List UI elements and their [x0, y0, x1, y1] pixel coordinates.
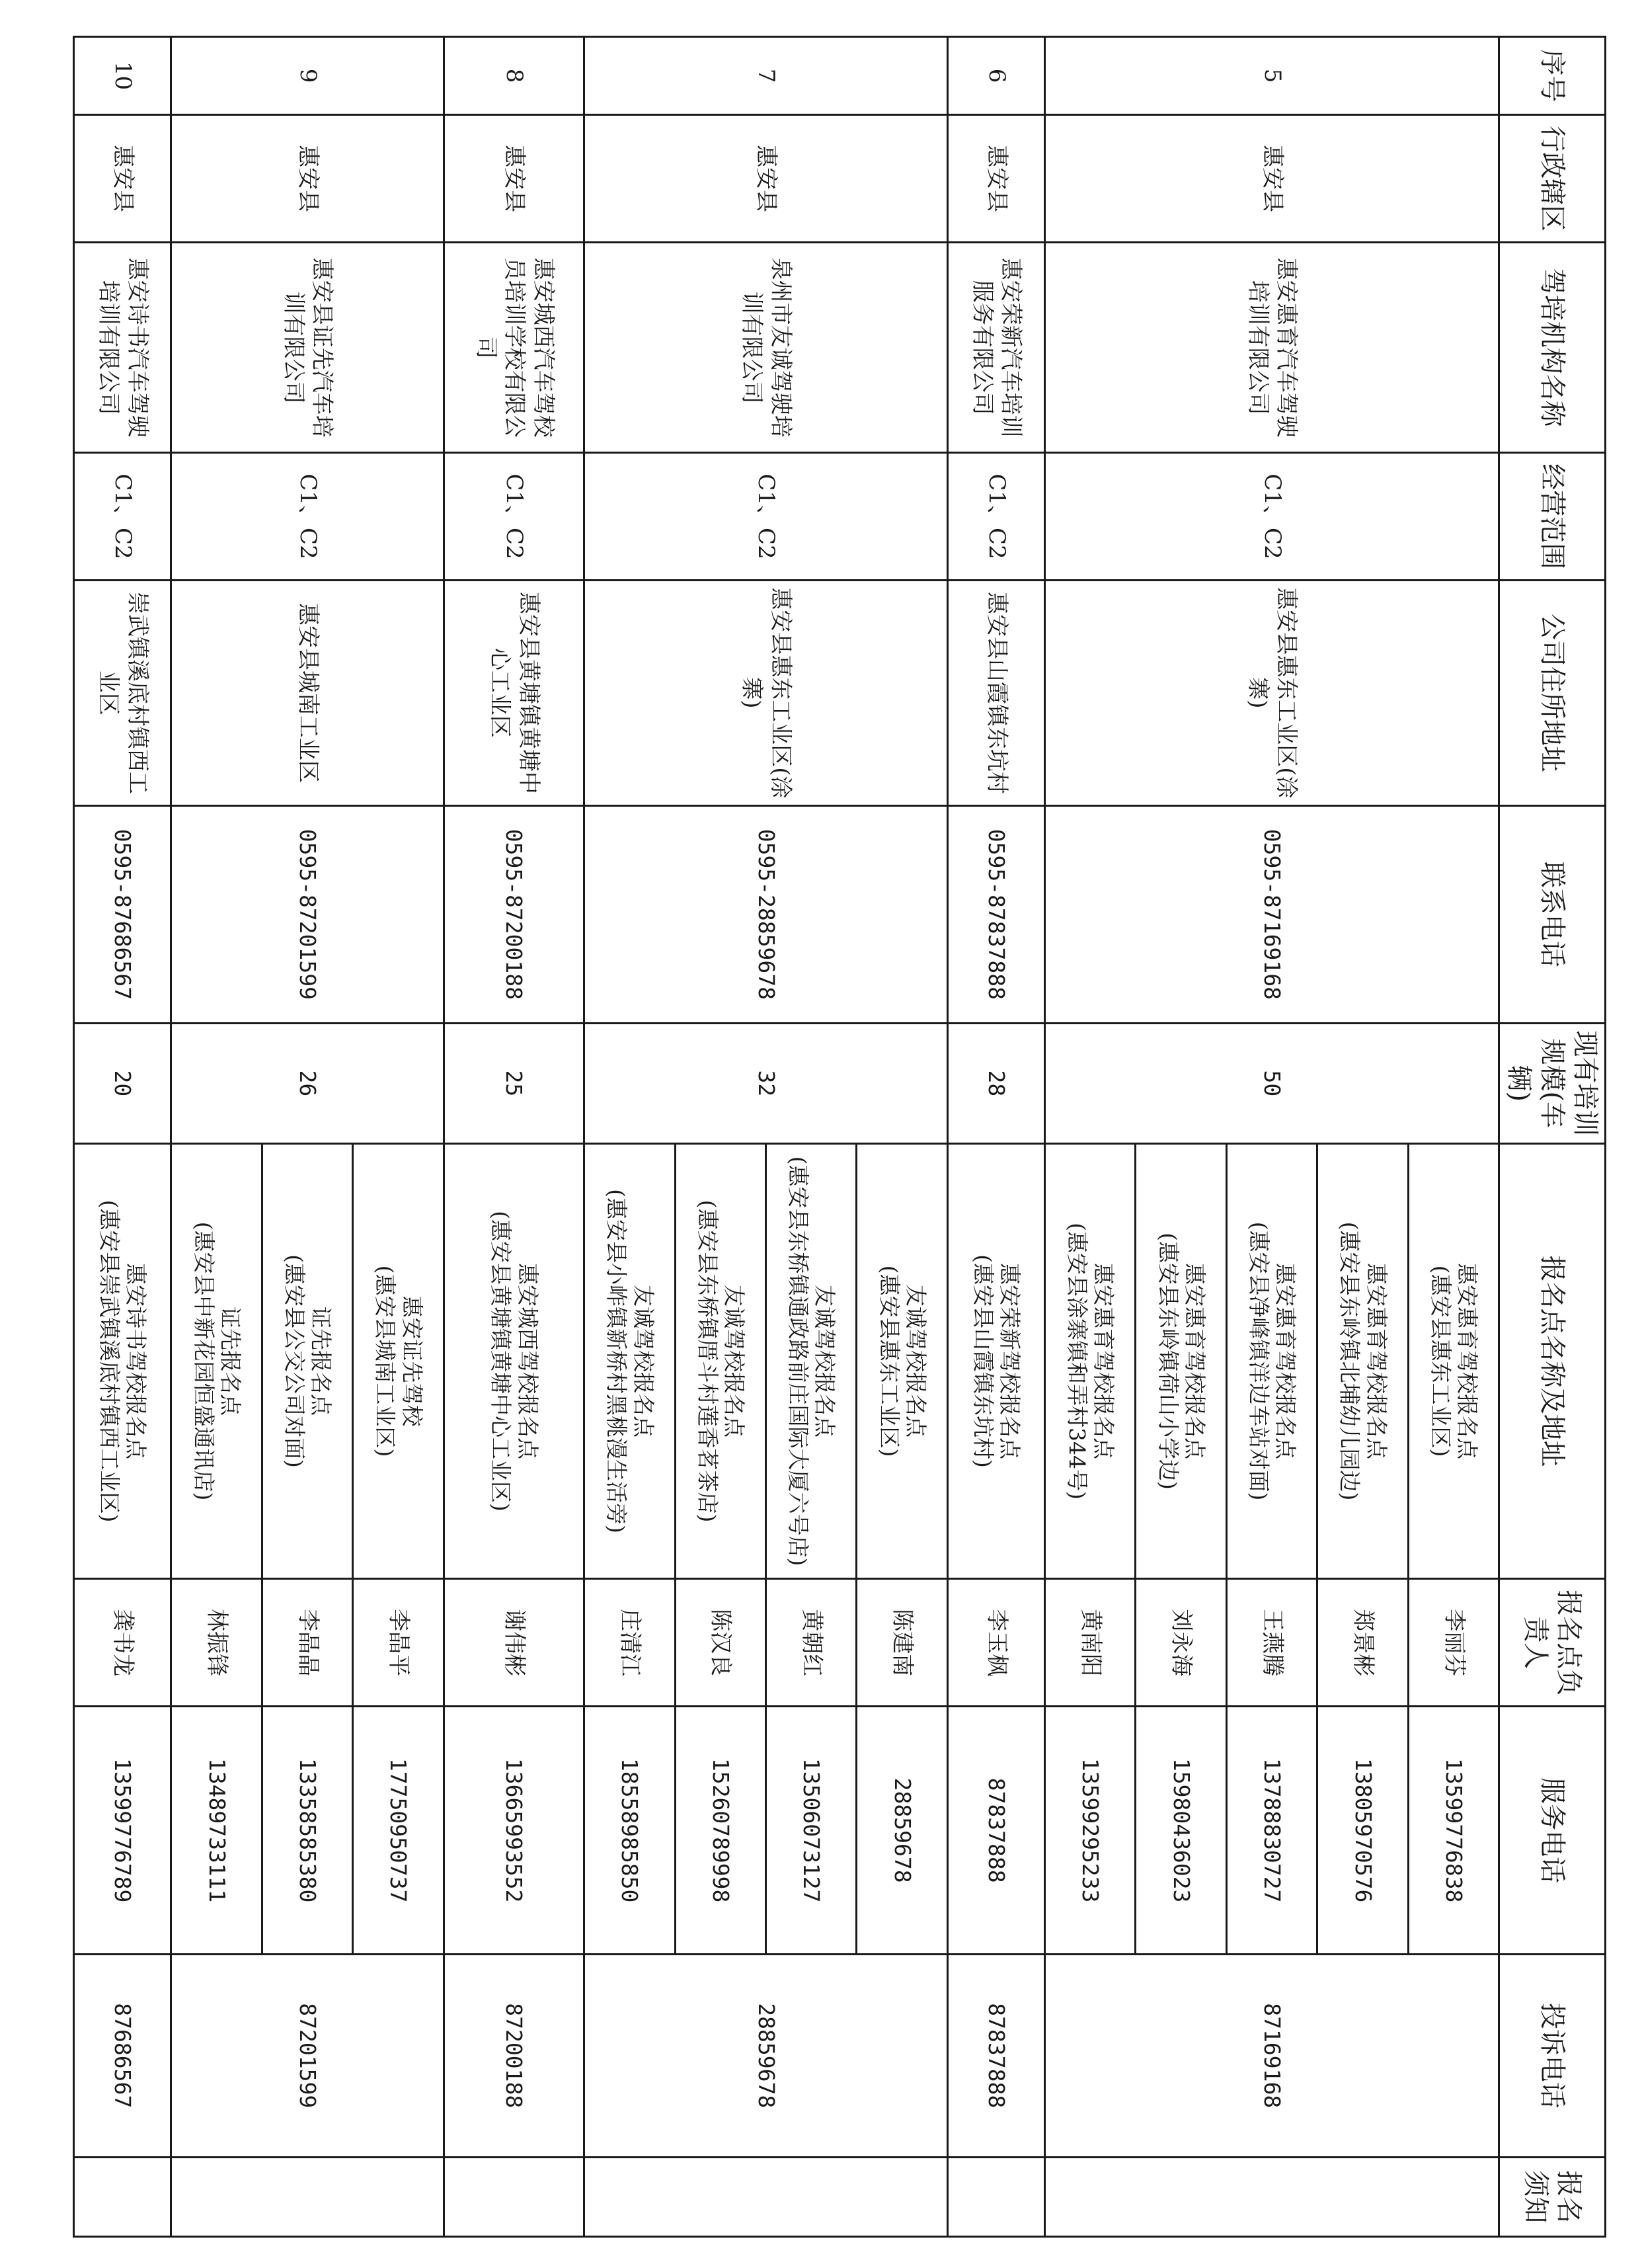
address-cell: 惠安县惠东工业区(涂寨): [1044, 581, 1499, 806]
seq-cell: 5: [1044, 37, 1499, 115]
site-address: (惠安县惠东工业区): [1427, 1265, 1454, 1457]
service-phone-cell: 87837888: [947, 1707, 1044, 1955]
service-phone-cell: 13358585380: [262, 1707, 352, 1955]
header-phone: 联系电话: [1499, 805, 1606, 1023]
manager-cell: 李丽芬: [1408, 1579, 1499, 1707]
site-cell: [947, 1143, 1044, 1579]
header-site: 报名点名称及地址: [1499, 1143, 1606, 1579]
org-name-cell: 惠安城西汽车驾校员培训学校有限公司: [444, 243, 584, 453]
complaint-phone-cell: 87201599: [171, 1954, 444, 2157]
header-row: [1499, 37, 1606, 2237]
scope-cell: C1、C2: [444, 453, 584, 581]
complaint-phone-cell: 87169168: [1044, 1954, 1499, 2157]
site-address: (惠安县山霞镇东坑村): [970, 1254, 996, 1468]
complaint-phone-cell: 87837888: [947, 1954, 1044, 2157]
manager-cell: 王燕腾: [1226, 1579, 1317, 1707]
header-notice: 报名须知: [1499, 2157, 1606, 2236]
site-name: 惠安惠育驾校报名点: [1272, 1262, 1299, 1459]
scope-cell: C1、C2: [947, 453, 1044, 581]
district-cell: 惠安县: [444, 115, 584, 243]
header-seq: 序号: [1499, 37, 1606, 115]
site-cell: [765, 1143, 856, 1579]
site-address: (惠安县东岭镇北埔幼儿园边): [1337, 1221, 1363, 1501]
site-name: 证先报名点: [308, 1306, 334, 1416]
service-phone-cell: 13506073127: [765, 1707, 856, 1955]
manager-cell: 林振锋: [171, 1579, 262, 1707]
table-row: [353, 37, 444, 2237]
site-address: (惠安县小岞镇新桥村黑桃漫生活旁): [604, 1189, 630, 1533]
header-manager: 报名点负责人: [1499, 1579, 1606, 1707]
scope-cell: C1、C2: [171, 453, 444, 581]
phone-cell: 0595-87686567: [74, 805, 171, 1023]
site-name: 友诚驾校报名点: [812, 1284, 838, 1438]
manager-cell: 李晶平: [353, 1579, 444, 1707]
phone-cell: 0595-87169168: [1044, 805, 1499, 1023]
phone-cell: 0595-87200188: [444, 805, 584, 1023]
seq-cell: 8: [444, 37, 584, 115]
scope-cell: C1、C2: [1044, 453, 1499, 581]
phone-cell: 0595-87837888: [947, 805, 1044, 1023]
site-address: (惠安县东桥镇厝斗村莲香茗茶店): [694, 1199, 721, 1523]
site-address: (惠安县东岭镇荷山小学边): [1155, 1233, 1181, 1490]
notice-cell: [171, 2157, 444, 2236]
org-name-cell: 泉州市友诚驾驶培训有限公司: [584, 243, 948, 453]
district-cell: 惠安县: [171, 115, 444, 243]
service-phone-cell: 13599776838: [1408, 1707, 1499, 1955]
manager-cell: 黄南阳: [1044, 1579, 1135, 1707]
site-cell: [262, 1143, 352, 1579]
service-phone-cell: 28859678: [857, 1707, 947, 1955]
site-cell: [1044, 1143, 1135, 1579]
site-name: 惠安证先驾校: [399, 1295, 425, 1427]
scale-cell: 28: [947, 1024, 1044, 1144]
service-phone-cell: 13599776789: [74, 1707, 171, 1955]
table-row: [74, 37, 171, 2237]
phone-cell: 0595-87201599: [171, 805, 444, 1023]
site-name: 惠安惠育驾校报名点: [1363, 1262, 1389, 1459]
site-name: 友诚驾校报名点: [902, 1284, 929, 1438]
manager-cell: 黄朝红: [765, 1579, 856, 1707]
driving-school-table: [73, 36, 1606, 2238]
scale-cell: 32: [584, 1024, 948, 1144]
service-phone-cell: 13665993552: [444, 1707, 584, 1955]
site-cell: [1226, 1143, 1317, 1579]
complaint-phone-cell: 87686567: [74, 1954, 171, 2157]
complaint-phone-cell: 28859678: [584, 1954, 948, 2157]
site-name: 惠安惠育驾校报名点: [1454, 1262, 1481, 1459]
site-name: 惠安惠育驾校报名点: [1181, 1262, 1208, 1459]
seq-cell: 10: [74, 37, 171, 115]
complaint-phone-cell: 87200188: [444, 1954, 584, 2157]
site-name: 惠安诗书驾校报名点: [123, 1262, 149, 1459]
site-address: (惠安县黄塘镇黄塘中心工业区): [488, 1211, 514, 1512]
site-address: (惠安县涂寨镇和弄村344号): [1064, 1223, 1091, 1500]
site-cell: [1136, 1143, 1226, 1579]
org-name-cell: 惠安荣新汽车培训服务有限公司: [947, 243, 1044, 453]
rotated-document-page: [73, 36, 1606, 2238]
phone-cell: 0595-28859678: [584, 805, 948, 1023]
scope-cell: C1、C2: [74, 453, 171, 581]
scale-cell: 50: [1044, 1024, 1499, 1144]
service-phone-cell: 18558985850: [584, 1707, 675, 1955]
header-org: 驾培机构名称: [1499, 243, 1606, 453]
site-address: (惠安县东桥镇通政路前庄国际大厦六号店): [785, 1156, 812, 1566]
header-scope: 经营范围: [1499, 453, 1606, 581]
notice-cell: [1044, 2157, 1499, 2236]
service-phone-cell: 13599295233: [1044, 1707, 1135, 1955]
scale-cell: 25: [444, 1024, 584, 1144]
site-cell: [171, 1143, 262, 1579]
site-name: 友诚驾校报名点: [630, 1284, 656, 1438]
site-address: (惠安县中新花园恒盛通讯店): [190, 1221, 217, 1501]
table-row: [857, 37, 947, 2237]
site-address: (惠安县城南工业区): [372, 1265, 399, 1457]
manager-cell: 龚书龙: [74, 1579, 171, 1707]
site-name: 惠安荣新驾校报名点: [997, 1262, 1023, 1459]
header-service-phone: 服务电话: [1499, 1707, 1606, 1955]
service-phone-cell: 13805970576: [1317, 1707, 1408, 1955]
site-cell: [584, 1143, 675, 1579]
manager-cell: 谢伟彬: [444, 1579, 584, 1707]
address-cell: 惠安县山霞镇东坑村: [947, 581, 1044, 806]
site-name: 惠安城西驾校报名点: [514, 1262, 541, 1459]
site-cell: [74, 1143, 171, 1579]
table-row: [947, 37, 1044, 2237]
manager-cell: 陈汉良: [675, 1579, 765, 1707]
notice-cell: [444, 2157, 584, 2236]
service-phone-cell: 13788830727: [1226, 1707, 1317, 1955]
address-cell: 惠安县城南工业区: [171, 581, 444, 806]
header-scale: 现有培训规模(车辆): [1499, 1024, 1606, 1144]
header-district: 行政辖区: [1499, 115, 1606, 243]
table-body: [74, 37, 1499, 2237]
manager-cell: 陈建南: [857, 1579, 947, 1707]
site-cell: [675, 1143, 765, 1579]
service-phone-cell: 15260789998: [675, 1707, 765, 1955]
org-name-cell: 惠安县证先汽车培训有限公司: [171, 243, 444, 453]
notice-cell: [947, 2157, 1044, 2236]
district-cell: 惠安县: [584, 115, 948, 243]
scale-cell: 20: [74, 1024, 171, 1144]
manager-cell: 李晶晶: [262, 1579, 352, 1707]
service-phone-cell: 15980436023: [1136, 1707, 1226, 1955]
district-cell: 惠安县: [1044, 115, 1499, 243]
table-row: [444, 37, 584, 2237]
seq-cell: 7: [584, 37, 948, 115]
service-phone-cell: 17750950737: [353, 1707, 444, 1955]
site-cell: [353, 1143, 444, 1579]
manager-cell: 刘永海: [1136, 1579, 1226, 1707]
site-name: 友诚驾校报名点: [721, 1284, 747, 1438]
notice-cell: [584, 2157, 948, 2236]
site-address: (惠安县崇武镇溪底村镇西工业区): [97, 1199, 123, 1523]
site-address: (惠安县公交公司对面): [281, 1254, 307, 1468]
scope-cell: C1、C2: [584, 453, 948, 581]
district-cell: 惠安县: [74, 115, 171, 243]
address-cell: 惠安县惠东工业区(涂寨): [584, 581, 948, 806]
manager-cell: 庄清江: [584, 1579, 675, 1707]
service-phone-cell: 13489733111: [171, 1707, 262, 1955]
table-row: [1408, 37, 1499, 2237]
address-cell: 崇武镇溪底村镇西工业区: [74, 581, 171, 806]
scale-cell: 26: [171, 1024, 444, 1144]
seq-cell: 6: [947, 37, 1044, 115]
notice-cell: [74, 2157, 171, 2236]
site-name: 惠安惠育驾校报名点: [1091, 1262, 1117, 1459]
org-name-cell: 惠安惠育汽车驾驶培训有限公司: [1044, 243, 1499, 453]
manager-cell: 李玉枫: [947, 1579, 1044, 1707]
address-cell: 惠安县黄塘镇黄塘中心工业区: [444, 581, 584, 806]
site-cell: [444, 1143, 584, 1579]
header-address: 公司住所地址: [1499, 581, 1606, 806]
org-name-cell: 惠安诗书汽车驾驶培训有限公司: [74, 243, 171, 453]
site-address: (惠安县惠东工业区): [876, 1265, 902, 1457]
header-complaint-phone: 投诉电话: [1499, 1954, 1606, 2157]
site-cell: [857, 1143, 947, 1579]
site-cell: [1317, 1143, 1408, 1579]
seq-cell: 9: [171, 37, 444, 115]
site-name: 证先报名点: [217, 1306, 243, 1416]
manager-cell: 郑景彬: [1317, 1579, 1408, 1707]
district-cell: 惠安县: [947, 115, 1044, 243]
site-cell: [1408, 1143, 1499, 1579]
site-address: (惠安县净峰镇洋边车站对面): [1245, 1221, 1272, 1501]
